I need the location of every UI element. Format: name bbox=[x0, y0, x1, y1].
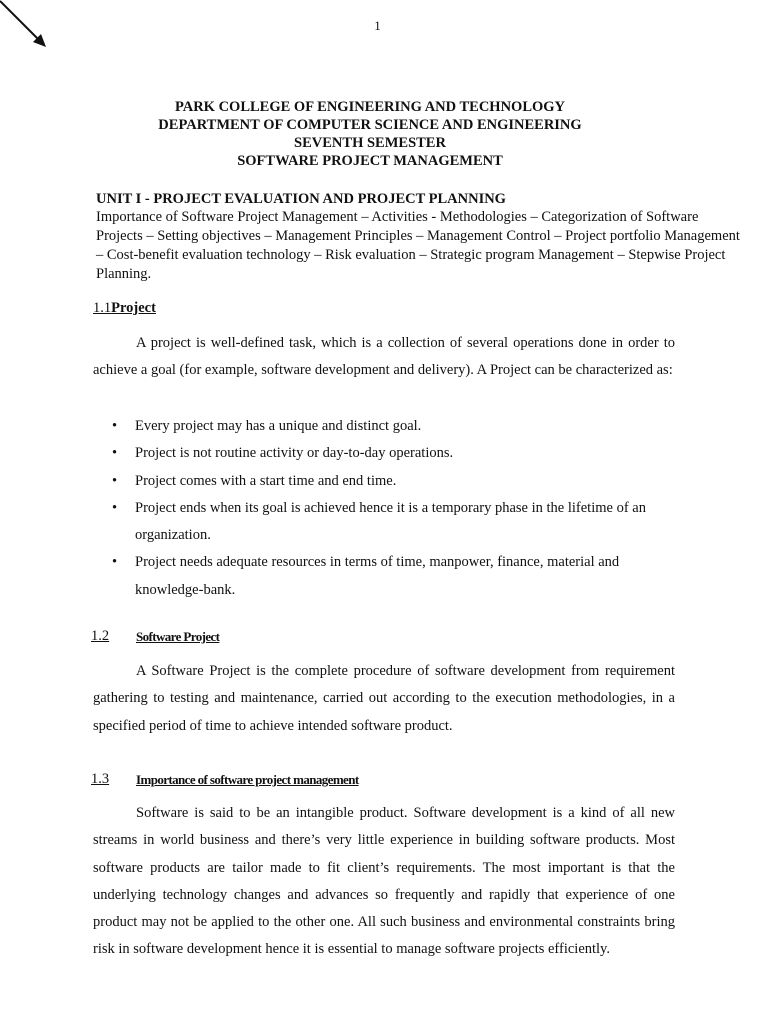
paragraph-text: Software is said to be an intangible product. Software development is a kind of all new streams in world business and there’s very little experience in building software products. Most software products are tailor made to fit client’s requirements. The most important is that the underlying technology changes and advances so frequently and rapidly that experience of one product may not be applied to the other one. All such business and environmental constraints bring risk in software development hence it is essential to manage software projects efficiently. bbox=[93, 805, 675, 958]
semester: SEVENTH SEMESTER bbox=[294, 135, 446, 151]
page-number: 1 bbox=[374, 18, 381, 33]
section-number-1-2: 1.2 bbox=[91, 628, 110, 644]
list-item bbox=[112, 495, 672, 550]
list-item-text: Project comes with a start time and end time. bbox=[135, 472, 397, 489]
bullet-icon: • bbox=[112, 472, 118, 489]
bullet-list bbox=[112, 413, 672, 604]
list-item-text: Every project may has a unique and distinct goal. bbox=[135, 418, 422, 434]
unit-title: UNIT I - PROJECT EVALUATION AND PROJECT PLANNING bbox=[96, 191, 506, 207]
college-name: PARK COLLEGE OF ENGINEERING AND TECHNOLOGY bbox=[174, 99, 566, 115]
list-item-text: Project is not routine activity or day-to-day operations. bbox=[135, 445, 454, 462]
list-item bbox=[112, 549, 672, 604]
list-item bbox=[112, 440, 672, 467]
section-number: 1.1 bbox=[93, 300, 112, 316]
section-title-1-2: Software Project bbox=[136, 629, 220, 644]
section-paragraph bbox=[93, 330, 675, 385]
section-paragraph bbox=[93, 658, 675, 740]
paragraph-text: A project is well-defined task, which is a collection of several operations done in order to achieve a goal (for example, software development and delivery). A Project can be characterized as: bbox=[93, 335, 675, 379]
section-heading-1-1 bbox=[93, 300, 156, 317]
unit-description: Importance of Software Project Management – Activities - Methodologies – Categorization of Software Projects – Setting objectives – Management Principles – Management Control – Project portfolio Management – Cost-benefit evaluation technology – Risk evaluation – Strategic program Management – Stepwise Project Planning. bbox=[96, 209, 740, 282]
bullet-icon: • bbox=[112, 499, 118, 516]
list-item-text: Project needs adequate resources in terms of time, manpower, finance, material and knowledge-bank. bbox=[135, 554, 620, 598]
course-title: SOFTWARE PROJECT MANAGEMENT bbox=[237, 153, 503, 169]
bullet-icon: • bbox=[112, 445, 118, 462]
paragraph-text: A Software Project is the complete procedure of software development from requirement gathering to testing and maintenance, carried out according to the execution methodologies, in a specified period of time to achieve intended software product. bbox=[93, 663, 675, 734]
section-number-1-3: 1.3 bbox=[91, 771, 110, 787]
section-title: Project bbox=[111, 300, 156, 316]
section-paragraph bbox=[93, 800, 675, 964]
document-header bbox=[0, 98, 740, 170]
section-title-1-3: Importance of software project management bbox=[136, 772, 359, 787]
bullet-icon: • bbox=[112, 554, 118, 571]
list-item bbox=[112, 468, 672, 495]
list-item bbox=[112, 413, 672, 440]
list-item-text: Project ends when its goal is achieved hence it is a temporary phase in the lifetime of an organization. bbox=[135, 499, 646, 544]
bullet-icon: • bbox=[112, 418, 118, 434]
department-name: DEPARTMENT OF COMPUTER SCIENCE AND ENGINEERING bbox=[158, 117, 582, 133]
